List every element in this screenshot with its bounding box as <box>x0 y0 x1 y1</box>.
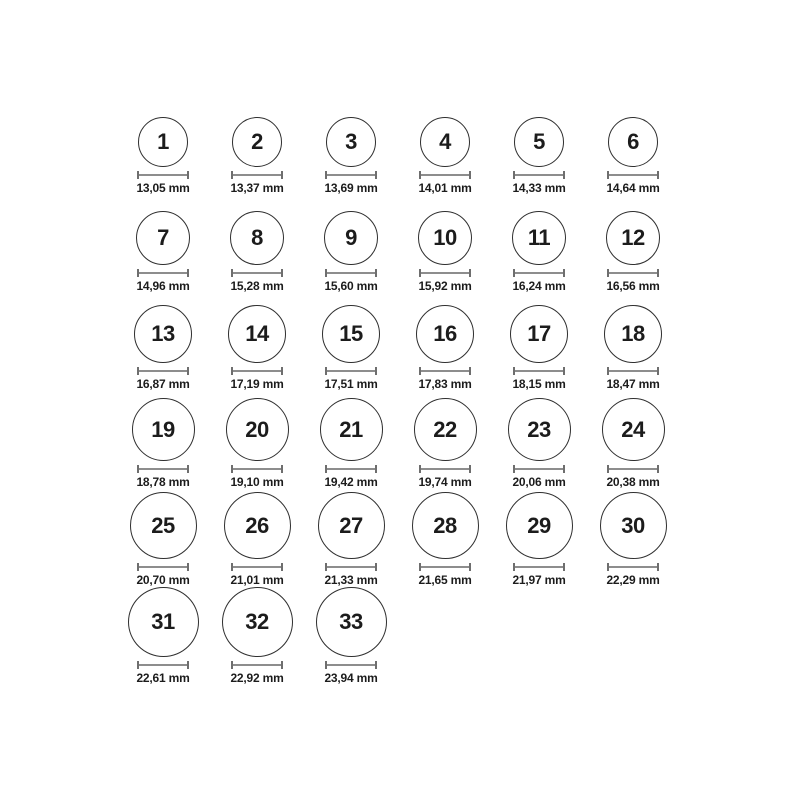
diameter-label: 16,87 mm <box>136 377 190 391</box>
ring-cell <box>116 293 210 391</box>
ring-size-number: 11 <box>527 225 551 250</box>
diameter-label: 13,05 mm <box>136 181 190 195</box>
ring-size-number: 3 <box>345 129 357 154</box>
ring-cell <box>586 391 680 489</box>
ring-cell <box>304 489 398 587</box>
diameter-measure-line <box>513 465 565 473</box>
ring-size-number: 9 <box>345 225 357 250</box>
diameter-label: 14,96 mm <box>136 279 190 293</box>
diameter-measure-line <box>513 367 565 375</box>
diameter-measure-line <box>137 563 189 571</box>
ring-cell <box>586 97 680 195</box>
ring-circle <box>602 398 665 461</box>
diameter-measure-line <box>231 661 283 669</box>
diameter-measure-line <box>137 465 189 473</box>
ring-circle <box>512 211 566 265</box>
ring-cell <box>492 489 586 587</box>
ring-size-number: 28 <box>433 512 457 538</box>
ring-circle <box>224 492 291 559</box>
ring-cell <box>492 391 586 489</box>
diameter-measure-line <box>419 465 471 473</box>
ring-cell <box>492 97 586 195</box>
ring-circle <box>506 492 573 559</box>
diameter-measure-line <box>419 367 471 375</box>
diameter-label: 21,97 mm <box>512 573 566 587</box>
diameter-measure-line <box>325 269 377 277</box>
diameter-measure-line <box>419 563 471 571</box>
ring-size-number: 4 <box>439 129 451 154</box>
diameter-label: 15,28 mm <box>230 279 284 293</box>
diameter-label: 14,33 mm <box>512 181 566 195</box>
ring-size-number: 25 <box>151 512 175 538</box>
ring-cell <box>210 391 304 489</box>
ring-circle <box>128 587 199 657</box>
ring-size-number: 30 <box>621 512 645 538</box>
ring-size-number: 1 <box>157 129 169 154</box>
ring-cell <box>398 97 492 195</box>
ring-circle <box>604 305 662 363</box>
ring-circle <box>420 117 470 167</box>
diameter-label: 17,51 mm <box>324 377 378 391</box>
diameter-measure-line <box>231 367 283 375</box>
diameter-label: 18,47 mm <box>606 377 660 391</box>
diameter-measure-line <box>607 269 659 277</box>
diameter-measure-line <box>137 171 189 179</box>
ring-cell <box>210 489 304 587</box>
ring-cell <box>304 293 398 391</box>
diameter-measure-line <box>325 563 377 571</box>
ring-circle <box>412 492 479 559</box>
diameter-measure-line <box>137 269 189 277</box>
ring-circle <box>414 398 477 461</box>
diameter-measure-line <box>231 269 283 277</box>
ring-size-number: 7 <box>157 225 169 250</box>
diameter-label: 14,64 mm <box>606 181 660 195</box>
ring-cell <box>116 587 210 685</box>
diameter-label: 17,19 mm <box>230 377 284 391</box>
ring-cell <box>398 293 492 391</box>
diameter-measure-line <box>419 269 471 277</box>
diameter-measure-line <box>513 171 565 179</box>
ring-size-number: 19 <box>151 416 175 442</box>
ring-cell <box>398 489 492 587</box>
diameter-label: 20,38 mm <box>606 475 660 489</box>
diameter-label: 22,29 mm <box>606 573 660 587</box>
diameter-label: 17,83 mm <box>418 377 472 391</box>
ring-size-number: 15 <box>339 321 363 346</box>
ring-cell <box>398 195 492 293</box>
ring-cell <box>304 195 398 293</box>
ring-circle <box>226 398 289 461</box>
ring-size-number: 22 <box>433 416 457 442</box>
ring-circle <box>130 492 197 559</box>
diameter-measure-line <box>325 171 377 179</box>
ring-size-number: 32 <box>245 609 269 635</box>
ring-circle <box>514 117 564 167</box>
diameter-measure-line <box>137 661 189 669</box>
ring-size-number: 18 <box>621 321 645 346</box>
ring-cell <box>210 195 304 293</box>
ring-cell <box>210 97 304 195</box>
diameter-measure-line <box>325 367 377 375</box>
ring-size-number: 10 <box>433 225 457 250</box>
diameter-label: 21,33 mm <box>324 573 378 587</box>
diameter-measure-line <box>325 661 377 669</box>
diameter-label: 15,60 mm <box>324 279 378 293</box>
diameter-label: 19,42 mm <box>324 475 378 489</box>
ring-circle <box>318 492 385 559</box>
ring-size-number: 24 <box>621 416 645 442</box>
diameter-label: 23,94 mm <box>324 671 378 685</box>
ring-size-number: 6 <box>627 129 639 154</box>
diameter-measure-line <box>419 171 471 179</box>
ring-size-number: 5 <box>533 129 545 154</box>
ring-cell <box>116 97 210 195</box>
diameter-measure-line <box>231 171 283 179</box>
diameter-measure-line <box>607 563 659 571</box>
ring-size-number: 21 <box>339 416 363 442</box>
diameter-label: 19,74 mm <box>418 475 472 489</box>
diameter-label: 21,65 mm <box>418 573 472 587</box>
ring-circle <box>508 398 571 461</box>
diameter-measure-line <box>607 171 659 179</box>
ring-size-number: 33 <box>339 609 363 635</box>
diameter-label: 21,01 mm <box>230 573 284 587</box>
ring-cell <box>586 489 680 587</box>
ring-size-number: 31 <box>151 609 175 635</box>
ring-cell <box>492 195 586 293</box>
ring-circle <box>320 398 383 461</box>
ring-circle <box>228 305 286 363</box>
ring-circle <box>606 211 660 265</box>
ring-cell <box>492 293 586 391</box>
ring-cell <box>210 587 304 685</box>
diameter-label: 20,70 mm <box>136 573 190 587</box>
ring-circle <box>134 305 192 363</box>
ring-size-number: 8 <box>251 225 263 250</box>
diameter-label: 13,69 mm <box>324 181 378 195</box>
ring-size-number: 13 <box>151 321 175 346</box>
ring-size-number: 23 <box>527 416 551 442</box>
ring-size-number: 29 <box>527 512 551 538</box>
diameter-label: 22,61 mm <box>136 671 190 685</box>
ring-circle <box>324 211 378 265</box>
ring-cell <box>116 195 210 293</box>
ring-circle <box>608 117 658 167</box>
diameter-measure-line <box>513 269 565 277</box>
ring-size-number: 12 <box>621 225 645 250</box>
ring-circle <box>326 117 376 167</box>
diameter-label: 19,10 mm <box>230 475 284 489</box>
ring-size-number: 27 <box>339 512 363 538</box>
ring-circle <box>510 305 568 363</box>
ring-circle <box>232 117 282 167</box>
ring-circle <box>136 211 190 265</box>
ring-cell <box>304 391 398 489</box>
ring-cell <box>304 97 398 195</box>
ring-grid <box>116 97 680 685</box>
ring-cell <box>210 293 304 391</box>
ring-cell <box>116 489 210 587</box>
diameter-label: 18,78 mm <box>136 475 190 489</box>
diameter-label: 16,56 mm <box>606 279 660 293</box>
ring-cell <box>304 587 398 685</box>
ring-circle <box>230 211 284 265</box>
diameter-measure-line <box>137 367 189 375</box>
diameter-label: 13,37 mm <box>230 181 284 195</box>
ring-size-number: 14 <box>245 321 269 346</box>
diameter-label: 14,01 mm <box>418 181 472 195</box>
ring-size-number: 20 <box>245 416 269 442</box>
ring-cell <box>398 391 492 489</box>
diameter-measure-line <box>513 563 565 571</box>
diameter-measure-line <box>231 563 283 571</box>
diameter-measure-line <box>325 465 377 473</box>
ring-size-number: 17 <box>527 321 551 346</box>
diameter-label: 15,92 mm <box>418 279 472 293</box>
ring-cell <box>116 391 210 489</box>
ring-circle <box>418 211 472 265</box>
ring-circle <box>222 587 293 657</box>
ring-circle <box>322 305 380 363</box>
diameter-label: 22,92 mm <box>230 671 284 685</box>
diameter-measure-line <box>231 465 283 473</box>
diameter-measure-line <box>607 367 659 375</box>
ring-circle <box>138 117 188 167</box>
diameter-label: 16,24 mm <box>512 279 566 293</box>
ring-circle <box>600 492 667 559</box>
diameter-label: 18,15 mm <box>512 377 566 391</box>
diameter-measure-line <box>607 465 659 473</box>
ring-size-number: 16 <box>433 321 457 346</box>
ring-circle <box>316 587 387 657</box>
diameter-label: 20,06 mm <box>512 475 566 489</box>
ring-size-number: 2 <box>251 129 263 154</box>
ring-circle <box>132 398 195 461</box>
ring-circle <box>416 305 474 363</box>
ring-size-number: 26 <box>245 512 269 538</box>
ring-cell <box>586 195 680 293</box>
ring-cell <box>586 293 680 391</box>
